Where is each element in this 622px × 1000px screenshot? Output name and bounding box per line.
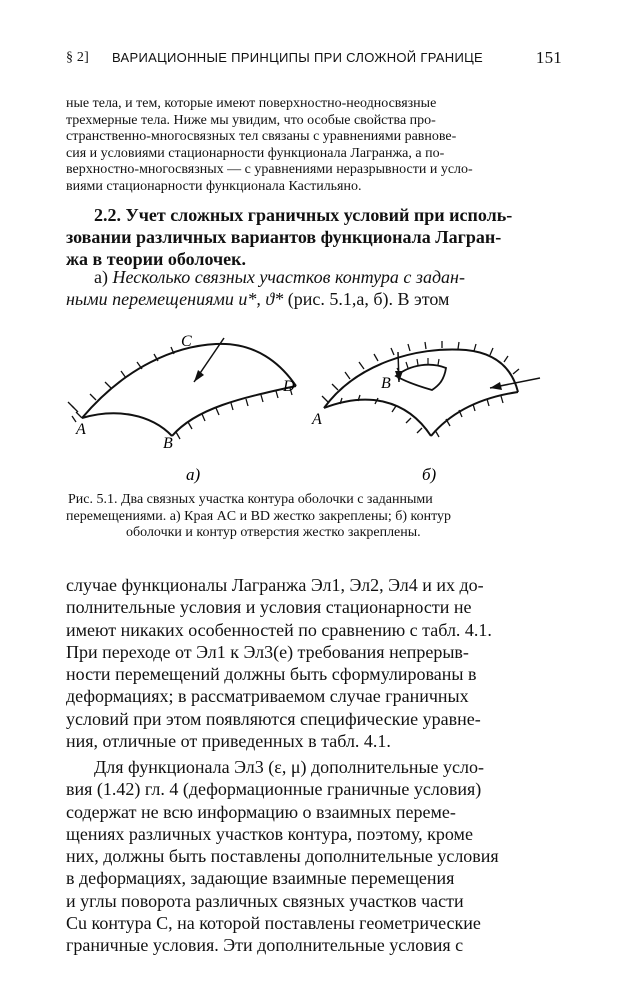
caption-line: Рис. 5.1. Два связных участка контура оболочки с заданными [68, 492, 433, 507]
text-line: имеют никаких особенностей по сравнению с табл. 4.1. [66, 619, 492, 640]
label-b-right: B [381, 375, 391, 392]
text-line: полнительные условия и условия стационарности не [66, 597, 472, 618]
heading-line: 2.2. Учет сложных граничных условий при исполь- [94, 205, 513, 225]
section-marker: § 2] [66, 50, 89, 65]
item-a-paragraph [66, 266, 556, 310]
caption-line: оболочки и контур отверстия жестко закреплены. [126, 525, 421, 540]
hatching-bd [176, 388, 292, 439]
text-line: Cu контура C, на которой поставлены геометрические [66, 913, 481, 934]
figure-5-1 [66, 326, 556, 496]
text-line: сия и условиями стационарности функционала Лагранжа, а по- [66, 145, 445, 161]
heading-line: жа в теории оболочек. [66, 249, 247, 269]
label-a-right: A [312, 411, 322, 428]
figure-drawing [66, 326, 556, 496]
paragraph-1 [66, 574, 558, 752]
text-line: содержат не всю информацию о взаимных переме- [66, 801, 456, 822]
text-line: Для функционала Эл3 (ε, μ) дополнительные усло- [94, 757, 485, 777]
item-a-prefix: а) [94, 267, 113, 287]
intro-paragraph [66, 96, 556, 195]
text-line: условий при этом появляются специфические уравне- [66, 708, 481, 729]
heading-line: зовании различных вариантов функционала Лагран- [66, 227, 502, 247]
text-line: них, должны быть поставлены дополнительные условия [66, 846, 499, 867]
label-d-left: D [283, 378, 295, 395]
text-line: При переходе от Эл1 к Эл3(e) требования непрерыв- [66, 641, 469, 662]
section-heading [66, 204, 556, 270]
text-line: граничные условия. Эти дополнительные условия с [66, 935, 464, 956]
paragraph-2 [66, 756, 558, 957]
text-line: странственно-многосвязных тел связаны с уравнениями равнове- [66, 129, 457, 144]
text-line: случае функционалы Лагранжа Эл1, Эл2, Эл4 и их до- [66, 575, 484, 595]
text-line: в деформациях, задающие взаимные перемещения [66, 868, 455, 889]
running-header [66, 50, 562, 72]
opening-contour [396, 365, 446, 390]
text-line: трехмерные тела. Ниже мы увидим, что особые свойства про- [66, 112, 436, 128]
text-line: деформациях; в рассматриваемом случае граничных [66, 686, 469, 707]
item-a-italic-1: Несколько связных участков контура с задан- [112, 267, 465, 287]
text-line: верхностно-многосвязных — с уравнениями неразрывности и усло- [66, 162, 473, 177]
label-c-left: C [181, 333, 192, 350]
figure-caption [66, 492, 556, 542]
shell-b [322, 341, 540, 437]
text-line: ные тела, и тем, которые имеют поверхностно-неодносвязные [66, 96, 437, 111]
shell-a [68, 338, 296, 439]
running-title: ВАРИАЦИОННЫЕ ПРИНЦИПЫ ПРИ СЛОЖНОЙ ГРАНИЦЕ [112, 50, 483, 65]
page-number: 151 [535, 48, 562, 67]
item-a-rest: (рис. 5.1,а, б). В этом [283, 289, 450, 309]
text-line: ния, отличные от приведенных в табл. 4.1. [66, 731, 391, 752]
text-line: вия (1.42) гл. 4 (деформационные граничные условия) [66, 779, 482, 800]
caption-line: перемещениями. а) Края AC и BD жестко закреплены; б) контур [66, 508, 452, 524]
text-line: виями стационарности функционала Кастильяно. [66, 178, 362, 194]
text-line: щениях различных участков контура, поэтому, кроме [66, 823, 473, 844]
label-a-left: A [76, 421, 86, 438]
sub-label-b: б) [422, 465, 437, 484]
text-line: и углы поворота различных связных участков части [66, 890, 464, 911]
text-line: ности перемещений должны быть сформулированы в [66, 664, 477, 685]
label-b-left: B [163, 435, 173, 452]
sub-label-a: а) [186, 465, 201, 484]
item-a-italic-2: ными перемещениями u*, ϑ* [66, 289, 284, 309]
